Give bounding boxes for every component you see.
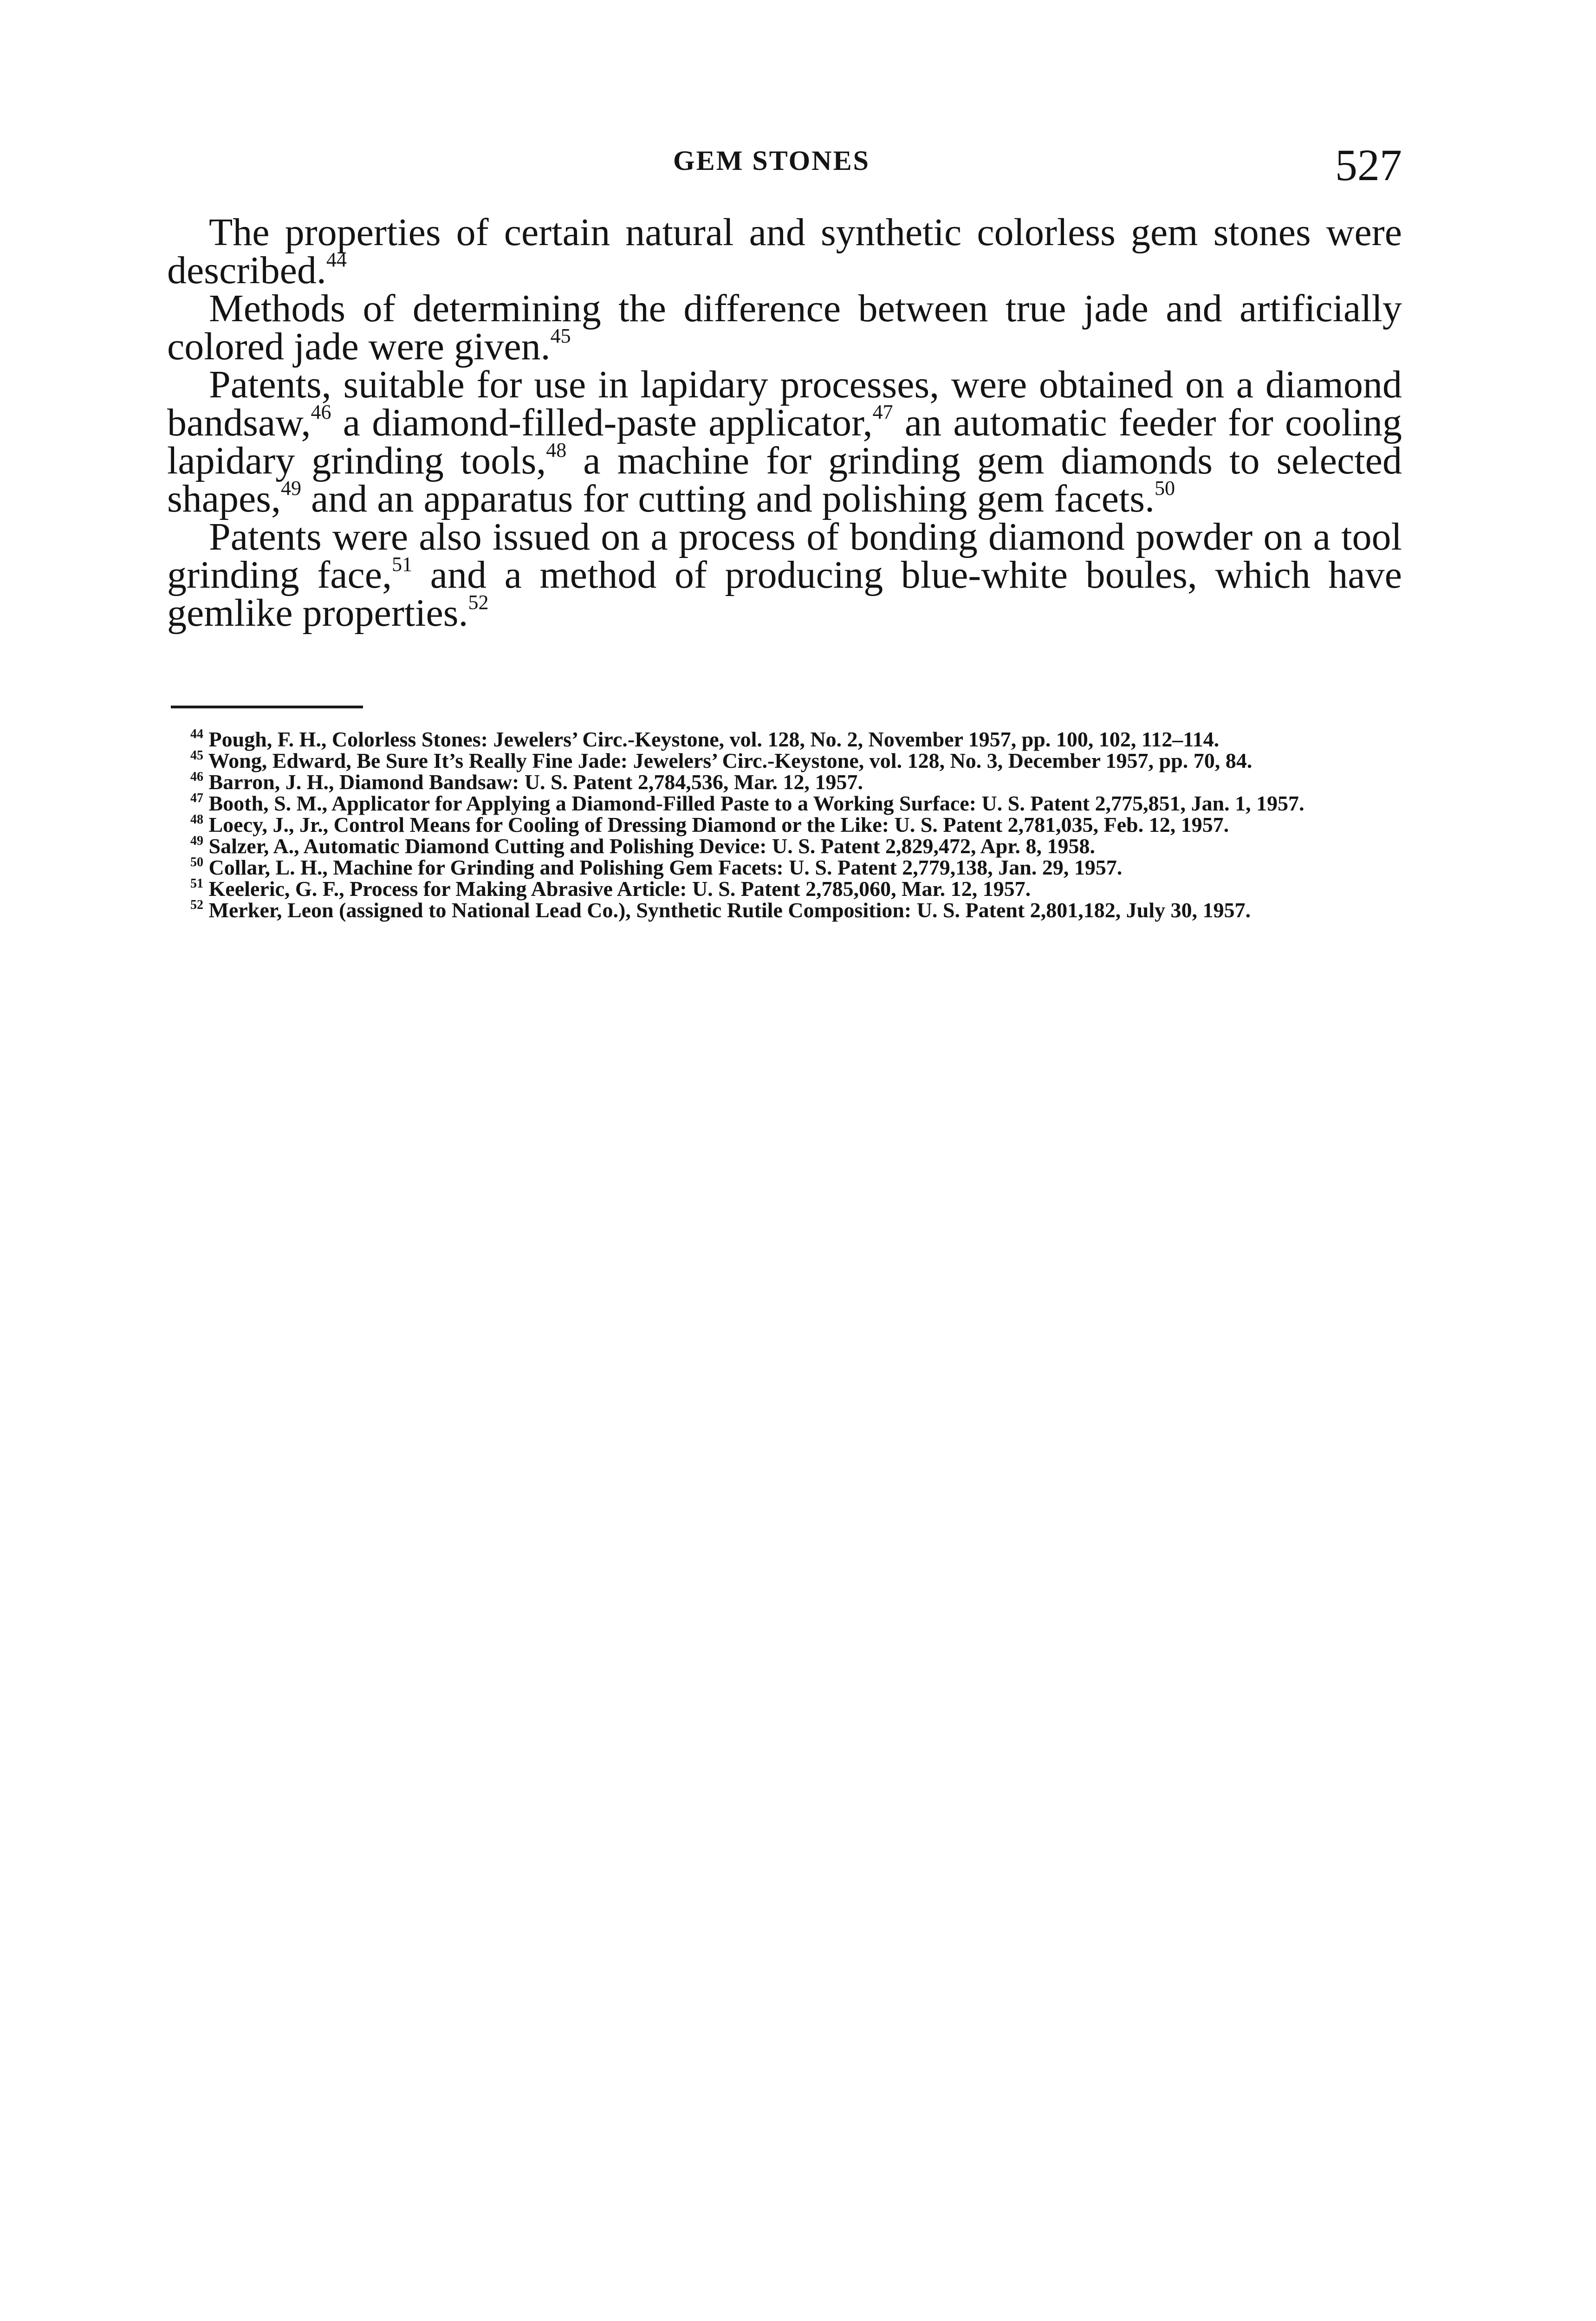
paragraph-text: Patents, suitable for use in lapidary processes, were obtained on a diamond bandsaw, bbox=[167, 363, 1402, 444]
paragraph-text: a diamond-filled-paste applicator, bbox=[331, 401, 873, 444]
footnote bbox=[167, 814, 1402, 836]
footnote bbox=[167, 793, 1402, 814]
footnote-reference: 44 bbox=[326, 248, 347, 271]
footnote bbox=[167, 878, 1402, 900]
footnote-reference: 45 bbox=[550, 324, 571, 347]
paragraph bbox=[167, 211, 1402, 292]
footnote bbox=[167, 729, 1402, 750]
footnote bbox=[167, 900, 1402, 921]
footnote-reference: 51 bbox=[392, 553, 413, 576]
footnote bbox=[167, 772, 1402, 793]
footnote bbox=[167, 750, 1402, 772]
footnote-number: 44 bbox=[190, 727, 203, 741]
running-head: GEM STONES bbox=[673, 145, 870, 176]
footnote-number: 46 bbox=[190, 770, 203, 784]
paragraph-text: a machine for grinding gem diamonds to selected shapes, bbox=[167, 439, 1402, 520]
footnote-reference: 49 bbox=[280, 477, 301, 499]
footnote-text: Wong, Edward, Be Sure It’s Really Fine Jade: Jewelers’ Circ.-Keystone, vol. 128, No. 3, December 1957, pp. 70, 84. bbox=[208, 749, 1252, 772]
footnote-number: 48 bbox=[190, 812, 203, 827]
paragraph-text: an automatic feeder for cooling lapidary grinding tools, bbox=[167, 401, 1402, 482]
paragraph bbox=[167, 287, 1402, 368]
footnote-reference: 52 bbox=[468, 591, 489, 614]
paragraph bbox=[167, 363, 1402, 520]
footnote-reference: 50 bbox=[1155, 477, 1175, 499]
footnote-number: 49 bbox=[190, 834, 203, 848]
footnote-number: 52 bbox=[190, 898, 203, 912]
paragraph-text: and a method of producing blue-white boules, which have gemlike properties. bbox=[167, 553, 1402, 635]
paragraph-text: The properties of certain natural and synthetic colorless gem stones were described. bbox=[167, 211, 1402, 292]
body-text bbox=[167, 211, 1402, 635]
footnote-reference: 47 bbox=[872, 401, 893, 423]
footnote-text: Salzer, A., Automatic Diamond Cutting and Polishing Device: U. S. Patent 2,829,472, Apr. 8, 1958. bbox=[208, 834, 1096, 858]
footnote bbox=[167, 836, 1402, 857]
footnote-text: Barron, J. H., Diamond Bandsaw: U. S. Patent 2,784,536, Mar. 12, 1957. bbox=[208, 770, 863, 794]
footnote-text: Keeleric, G. F., Process for Making Abrasive Article: U. S. Patent 2,785,060, Mar. 12, 1957. bbox=[208, 877, 1031, 901]
paragraph-text: and an apparatus for cutting and polishing gem facets. bbox=[301, 477, 1155, 520]
footnote-number: 50 bbox=[190, 855, 203, 869]
footnote-number: 51 bbox=[190, 876, 203, 891]
paragraph-text: Methods of determining the difference between true jade and artificially colored jade were given. bbox=[167, 287, 1402, 368]
footnote bbox=[167, 857, 1402, 878]
footnote-text: Merker, Leon (assigned to National Lead Co.), Synthetic Rutile Composition: U. S. Patent 2,801,182, July 30, 1957. bbox=[208, 898, 1251, 922]
footnote-text: Loecy, J., Jr., Control Means for Cooling of Dressing Diamond or the Like: U. S. Patent 2,781,035, Feb. 12, 1957. bbox=[208, 813, 1229, 836]
footnote-reference: 46 bbox=[311, 401, 331, 423]
footnotes bbox=[167, 729, 1402, 921]
footnote-divider bbox=[171, 706, 363, 708]
page-header bbox=[167, 139, 1402, 195]
page-number: 527 bbox=[1335, 140, 1402, 190]
footnote-reference: 48 bbox=[546, 439, 567, 461]
footnote-text: Collar, L. H., Machine for Grinding and Polishing Gem Facets: U. S. Patent 2,779,138, Jan. 29, 1957. bbox=[208, 856, 1122, 879]
footnote-text: Booth, S. M., Applicator for Applying a Diamond-Filled Paste to a Working Surface: U. S. Patent 2,775,851, Jan. 1, 1957. bbox=[208, 791, 1304, 815]
footnote-text: Pough, F. H., Colorless Stones: Jewelers’ Circ.-Keystone, vol. 128, No. 2, November 1957, pp. 100, 102, 112–114. bbox=[208, 727, 1220, 751]
footnote-number: 47 bbox=[190, 791, 203, 805]
paragraph bbox=[167, 515, 1402, 635]
footnote-number: 45 bbox=[190, 748, 203, 763]
paragraph-text: Patents were also issued on a process of bonding diamond powder on a tool grinding face, bbox=[167, 515, 1402, 596]
